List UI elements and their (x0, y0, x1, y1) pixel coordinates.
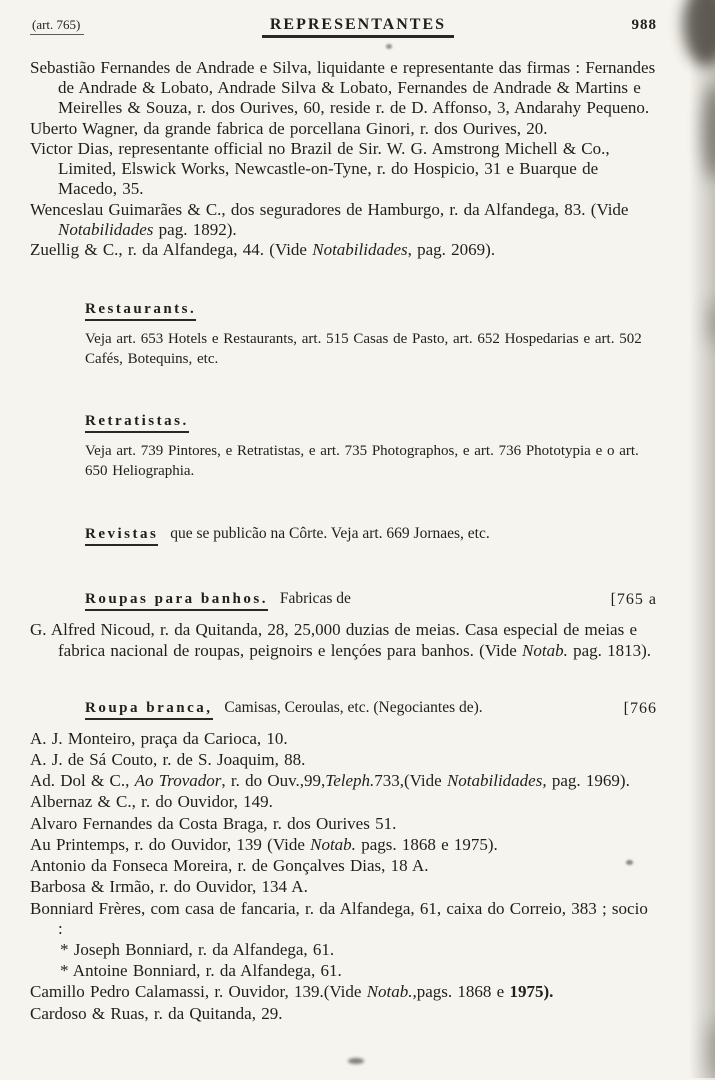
text-segment: , pag. 2069). (407, 239, 496, 259)
text-segment: Ad. Dol & C., (30, 771, 135, 791)
text-segment: , r. do Ouv.,99, (221, 771, 326, 791)
text-segment: Notabilidades (58, 219, 154, 239)
text-segment: A. J. de Sá Couto, r. de S. Joaquim, 88. (30, 750, 306, 770)
text-segment: Alvaro Fernandes da Costa Braga, r. dos Ourives 51. (30, 813, 397, 833)
entry-alfred-nicoud (30, 620, 657, 660)
text-segment: pag. 1813). (567, 640, 652, 660)
text-segment: Cardoso & Ruas, r. da Quitanda, 29. (30, 1003, 283, 1023)
entry-sebastiao-fernandes (30, 58, 657, 119)
text-segment: Zuellig & C., r. da Alfandega, 44. (Vide (30, 239, 313, 259)
section-revistas (30, 525, 657, 546)
roupa-branca-subtitle: Camisas, Ceroulas, etc. (Negociantes de). (224, 698, 483, 716)
entry-antoine-bonniard (60, 961, 657, 981)
section-roupa-branca (30, 699, 657, 1024)
text-segment: Notab., (366, 982, 417, 1002)
text-segment: pag. 1969). (546, 771, 630, 791)
section-restaurants (85, 300, 657, 370)
entry-camillo-calamassi (30, 982, 657, 1002)
entry-sa-couto (30, 750, 657, 770)
running-head (30, 16, 657, 38)
text-segment: 1975). (509, 982, 554, 1002)
section-title-revistas: Revistas (85, 526, 158, 546)
entry-monteiro (30, 729, 657, 749)
roupas-banhos-article-number: [765 a (610, 591, 657, 609)
section-title-roupa-branca: Roupa branca, (85, 700, 213, 720)
roupa-branca-article-number: [766 (623, 699, 657, 717)
entry-bonniard-freres (30, 899, 657, 939)
text-segment: Albernaz & C., r. do Ouvidor, 149. (30, 792, 273, 812)
entry-ad-dol (30, 771, 657, 791)
section-title-retratistas: Retratistas. (85, 413, 189, 433)
text-segment: * Joseph Bonniard, r. da Alfandega, 61. (60, 940, 335, 959)
text-segment: A. J. Monteiro, praça da Carioca, 10. (30, 728, 288, 748)
entry-au-printemps (30, 835, 657, 855)
text-segment: Wenceslau Guimarães & C., dos seguradores de Hamburgo, r. da Alfandega, 83. (Vide (30, 199, 629, 219)
scan-artifact (707, 1020, 715, 1080)
entry-barbosa-irmao (30, 877, 657, 897)
text-segment: Notabilidades, (446, 771, 547, 791)
roupas-banhos-heading-line (85, 590, 657, 611)
text-segment: Notab. (522, 640, 568, 660)
text-segment: Uberto Wagner, da grande fabrica de porcellana Ginori, r. dos Ourives, 20. (30, 118, 548, 138)
roupa-branca-heading-line (85, 699, 657, 720)
entry-uberto-wagner (30, 119, 657, 139)
entry-cardoso-ruas (30, 1004, 657, 1024)
text-segment: * Antoine Bonniard, r. da Alfandega, 61. (60, 961, 342, 981)
entry-albernaz (30, 792, 657, 812)
revistas-heading-line (85, 525, 657, 546)
text-segment: G. Alfred Nicoud, r. da Quitanda, 28, 25,000 duzias de meias. Casa especial de meias e fabrica nacional de roupas, peignoirs e lençóes para banhos. (Vide (30, 620, 637, 660)
text-segment: Bonniard Frères, com casa de fancaria, r. da Alfandega, 61, caixa do Correio, 383 ; socio : (30, 898, 648, 938)
text-segment: Ao Trovador (134, 771, 222, 791)
retratistas-cross-reference (85, 442, 657, 482)
entry-zuellig (30, 240, 657, 260)
text-segment: Victor Dias, representante official no Brazil de Sir. W. G. Amstrong Michell & Co., Limited, Elswick Works, Newcastle-on-Tyne, r. do Hospicio, 31 e Buarque de Macedo, 35. (30, 138, 610, 199)
text-segment: Veja art. 653 Hotels e Restaurants, art. 515 Casas de Pasto, art. 652 Hospedarias e art. 502 Cafés, Botequins, etc. (85, 331, 642, 367)
entry-antonio-moreira (30, 856, 657, 876)
section-retratistas (85, 412, 657, 482)
representantes-entries (30, 58, 657, 260)
text-segment: Camillo Pedro Calamassi, r. Ouvidor, 139.(Vide (30, 982, 367, 1002)
page-title: REPRESENTANTES (262, 16, 454, 38)
entry-joseph-bonniard (60, 940, 657, 960)
text-segment: 733,(Vide (374, 771, 447, 791)
text-segment: Teleph. (325, 771, 375, 791)
entry-alvaro-braga (30, 814, 657, 834)
text-segment: pags. 1868 e (416, 982, 510, 1002)
text-segment: Notab. (310, 834, 356, 854)
text-segment: pag. 1892). (153, 219, 237, 239)
entry-victor-dias (30, 139, 657, 200)
text-segment: Barbosa & Irmão, r. do Ouvidor, 134 A. (30, 877, 308, 897)
text-segment: Antonio da Fonseca Moreira, r. de Gonçalves Dias, 18 A. (30, 856, 429, 876)
entry-wenceslau-guimaraes (30, 200, 657, 240)
section-title-restaurants: Restaurants. (85, 301, 196, 321)
article-reference: (art. 765) (30, 17, 84, 35)
text-segment: Veja art. 739 Pintores, e Retratistas, e art. 735 Photographos, e art. 736 Phototypia e o art. 650 Heliographia. (85, 442, 639, 479)
section-roupas-para-banhos (30, 590, 657, 660)
text-segment: pags. 1868 e 1975). (355, 834, 498, 854)
scan-artifact (348, 1058, 364, 1064)
revistas-cross-reference: que se publicão na Côrte. Veja art. 669 Jornaes, etc. (170, 525, 490, 543)
roupas-banhos-subtitle: Fabricas de (279, 590, 351, 608)
restaurants-cross-reference (85, 330, 657, 370)
text-segment: Notabilidades (312, 239, 408, 259)
page-number: 988 (631, 17, 657, 33)
text-segment: Au Printemps, r. do Ouvidor, 139 (Vide (30, 834, 311, 854)
section-title-roupas-banhos: Roupas para banhos. (85, 591, 268, 611)
text-segment: Sebastião Fernandes de Andrade e Silva, liquidante e representante das firmas : Fernandes de Andrade & Lobato, Andrade Silva & Lobato, Fernandes de Andrade & Martins e Meirelles & Souza, r. dos Ourives, 60, reside r. de D. Affonso, 3, Andarahy Pequeno. (30, 58, 656, 118)
